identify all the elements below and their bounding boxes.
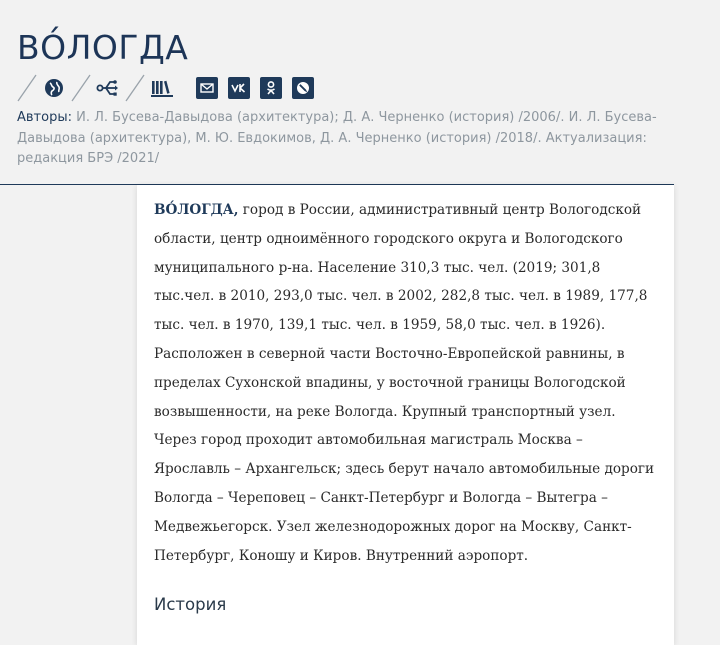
vk-icon[interactable] xyxy=(228,77,250,99)
article-lead-paragraph xyxy=(154,196,659,570)
lead-body: город в России, административный центр Вологодской области, центр одноимённого городского округа и Вологодского муниципального р-на. Население 310,3 тыс. чел. (2019; 301,8 тыс.чел. в 2010, 293,0 тыс. чел. в 2002, 282,8 тыс. чел. в 1989, 177,8 тыс. чел. в 1970, 139,1 тыс. чел. в 1959, 58,0 тыс. чел. в 1926). Расположен в северной части Восточно-Европейской равнины, в пределах Сухонской впадины, у восточной границы Вологодской возвышенности, на реке Вологда. Крупный транспортный узел. Через город проходит автомобильная магистраль Москва – Ярославль – Архангельск; здесь берут начало автомобильные дороги Вологда – Череповец – Санкт-Петербург и Вологда – Вытегра – Медвежьегорск. Узел железнодорожных дорог на Москву, Санкт-Петербург, Коношу и Киров. Внутренний аэропорт. xyxy=(154,202,655,564)
library-icon[interactable] xyxy=(150,76,174,100)
authors-text: И. Л. Бусева-Давыдова (архитектура); Д. А. Черненко (история) /2006/. И. Л. Бусева-Давыдова (архитектура), М. Ю. Евдокимов, Д. А. Черненко (история) /2018/. Актуализация: редакция БРЭ /2021/ xyxy=(17,110,657,166)
share-nodes-icon[interactable] xyxy=(96,76,120,100)
lead-term: ВО́ЛОГДА, xyxy=(154,202,239,218)
divider-slash-icon xyxy=(70,74,92,102)
mail-icon[interactable] xyxy=(196,77,218,99)
article-toolbar xyxy=(16,74,324,102)
divider-slash-icon xyxy=(124,74,146,102)
article-card xyxy=(137,185,674,645)
authors-label: Авторы: xyxy=(17,110,72,125)
page-title: ВО́ЛОГДА xyxy=(17,28,189,67)
divider-slash-icon xyxy=(16,74,38,102)
section-heading-history[interactable]: История xyxy=(154,595,227,614)
livejournal-icon[interactable] xyxy=(292,77,314,99)
odnoklassniki-icon[interactable] xyxy=(260,77,282,99)
authors-line xyxy=(17,108,667,170)
globe-icon[interactable] xyxy=(42,76,66,100)
